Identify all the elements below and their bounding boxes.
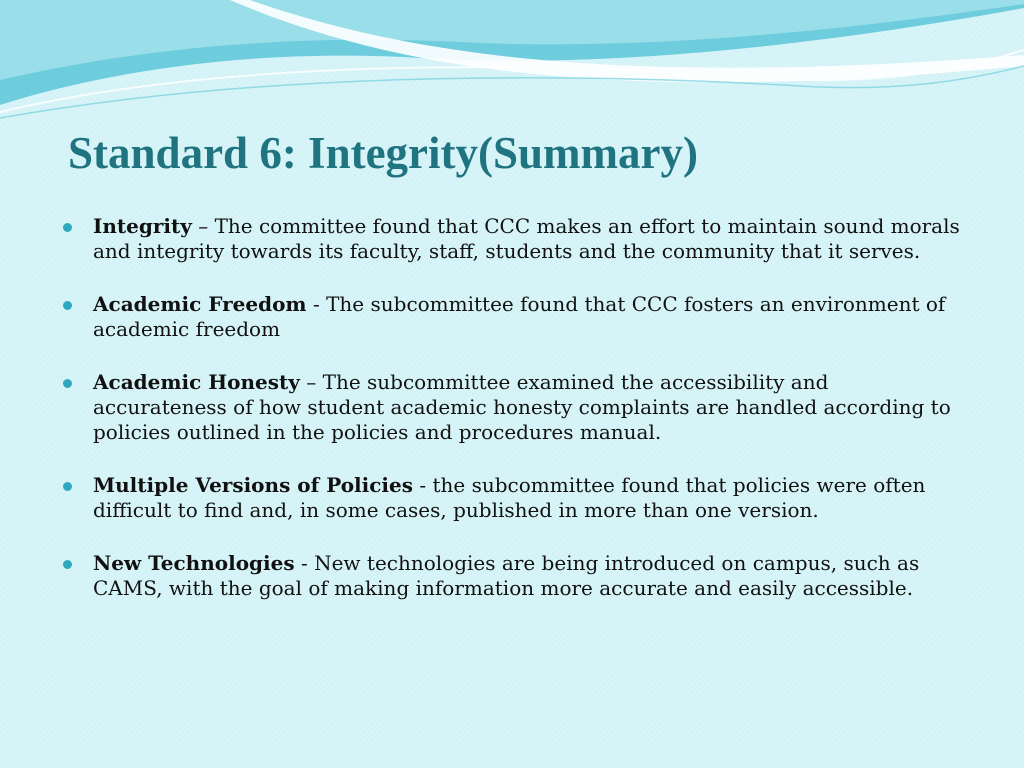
bullet-text: the subcommittee found that policies were often difficult to find and, in some cases, published in more than one version. [93,473,926,522]
bullet-text: The subcommittee found that CCC fosters an environment of academic freedom [93,292,946,341]
bullet-separator: - [294,551,315,575]
bullet-dot-icon [63,560,72,569]
bullet-separator: – [191,214,215,238]
bullet-dot-icon [63,301,72,310]
wave-band-teal [0,0,1024,105]
bullet-item-integrity [63,214,968,264]
bullet-term: New Technologies [93,551,295,575]
bullet-dot-icon [63,482,72,491]
wave-line-1 [0,50,1024,112]
bullet-term: Academic Honesty [93,370,300,394]
bullet-separator: – [299,370,323,394]
wave-highlight [230,0,1024,82]
bullet-item-multiple-versions [63,473,968,523]
bullet-text: New technologies are being introduced on campus, such as CAMS, with the goal of making information more accurate and easily accessible. [93,551,920,600]
bullet-separator: - [306,292,327,316]
bullet-term: Academic Freedom [93,292,307,316]
bullet-dot-icon [63,379,72,388]
header-wave-decoration [0,0,1024,130]
bullet-dot-icon [63,223,72,232]
bullet-separator: - [413,473,433,497]
bullet-text: The subcommittee examined the accessibility and accurateness of how student academic honesty complaints are handled according to policies outlined in the policies and procedures manual. [93,370,951,444]
bullet-item-academic-honesty [63,370,968,445]
slide-title: Standard 6: Integrity(Summary) [68,128,698,178]
wave-band-light [0,0,1024,80]
wave-line-2 [0,66,1024,118]
bullet-item-academic-freedom [63,292,968,342]
bullet-term: Integrity [93,214,192,238]
bullet-term: Multiple Versions of Policies [93,473,413,497]
bullet-list [63,214,968,629]
bullet-text: The committee found that CCC makes an effort to maintain sound morals and integrity towards its faculty, staff, students and the community that it serves. [93,214,960,263]
bullet-item-new-technologies [63,551,968,601]
